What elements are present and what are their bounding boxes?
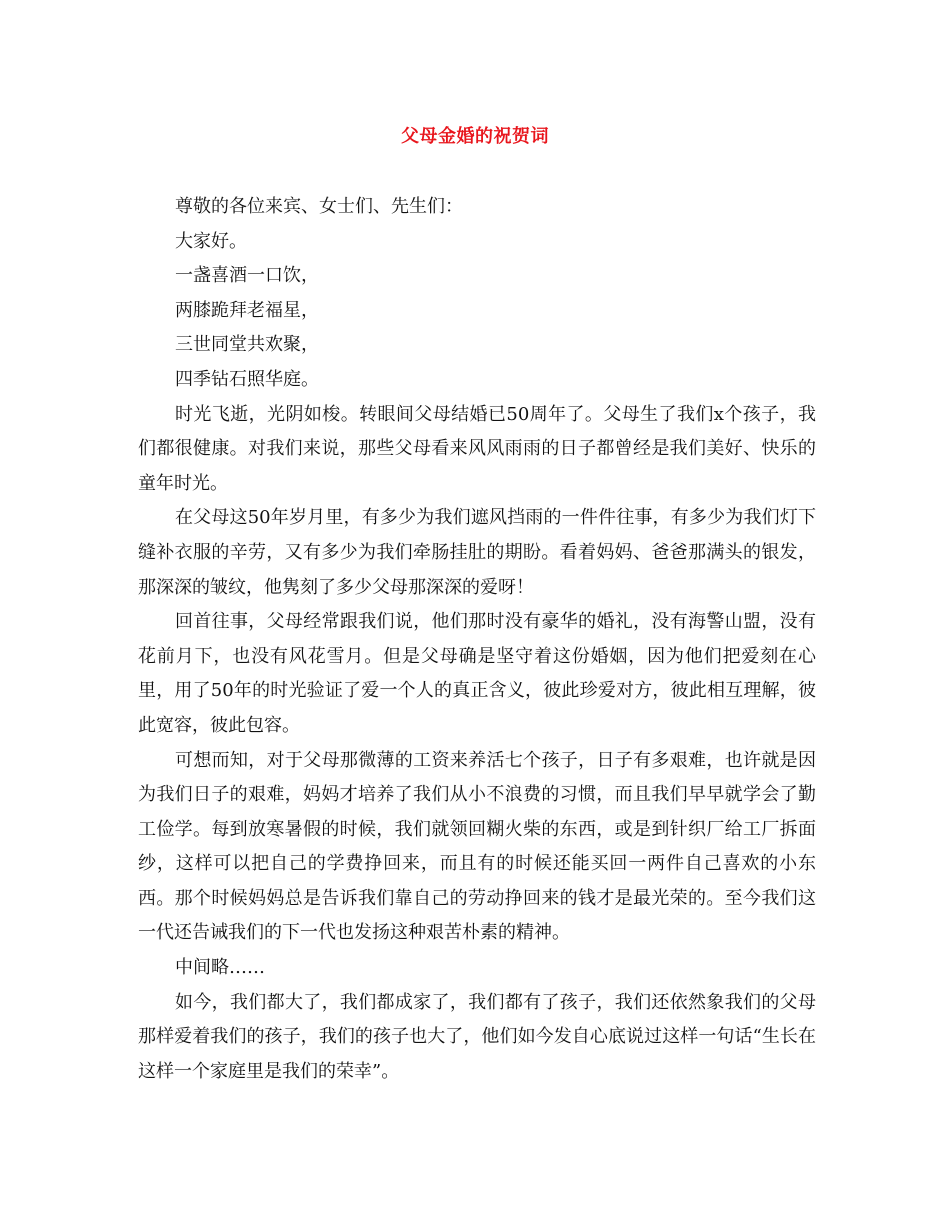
poem-line-2: 两膝跪拜老福星， bbox=[175, 299, 319, 321]
paragraph-looking-back: 回首往事，父母经常跟我们说，他们那时没有豪华的婚礼，没有海警山盟，没有花前月下，也没有风花雪月。但是父母确是坚守着这份婚姻，因为他们把爱刻在心里，用了50年的时光验证了爱一个人的真正含义，彼此珍爱对方，彼此相互理解，彼此宽容，彼此包容。 bbox=[138, 611, 816, 736]
paragraph-now: 如今，我们都大了，我们都成家了，我们都有了孩子，我们还依然象我们的父母那样爱着我们的孩子，我们的孩子也大了，他们如今发自心底说过这样一句话“生长在这样一个家庭里是我们的荣幸”。 bbox=[138, 991, 816, 1082]
paragraph-time-flies: 时光飞逝，光阴如梭。转眼间父母结婚已50周年了。父母生了我们x个孩子，我们都很健康。对我们来说，那些父母看来风风雨雨的日子都曾经是我们美好、快乐的童年时光。 bbox=[138, 403, 816, 494]
document-body bbox=[138, 190, 816, 1089]
paragraph-fifty-years: 在父母这50年岁月里，有多少为我们遮风挡雨的一件件往事，有多少为我们灯下缝补衣服的辛劳，又有多少为我们牵肠挂肚的期盼。看着妈妈、爸爸那满头的银发，那深深的皱纹，他隽刻了多少父母那深深的爱呀！ bbox=[138, 507, 816, 598]
document-title: 父母金婚的祝贺词 bbox=[401, 126, 549, 147]
paragraph-salutation: 尊敬的各位来宾、女士们、先生们： bbox=[175, 196, 463, 217]
paragraph-greeting: 大家好。 bbox=[175, 230, 247, 252]
poem-line-1: 一盏喜酒一口饮， bbox=[175, 265, 319, 287]
paragraph-omitted: 中间略…… bbox=[175, 957, 265, 979]
paragraph-hardship: 可想而知，对于父母那微薄的工资来养活七个孩子，日子有多艰难，也许就是因为我们日子的艰难，妈妈才培养了我们从小不浪费的习惯，而且我们早早就学会了勤工俭学。每到放寒暑假的时候，我们就领回糊火柴的东西，或是到针织厂给工厂拆面纱，这样可以把自己的学费挣回来，而且有的时候还能买回一两件自己喜欢的小东西。那个时候妈妈总是告诉我们靠自己的劳动挣回来的钱才是最光荣的。至今我们这一代还告诫我们的下一代也发扬这种艰苦朴素的精神。 bbox=[138, 749, 816, 944]
poem-line-4: 四季钻石照华庭。 bbox=[175, 368, 319, 390]
poem-line-3: 三世同堂共欢聚， bbox=[175, 334, 319, 356]
